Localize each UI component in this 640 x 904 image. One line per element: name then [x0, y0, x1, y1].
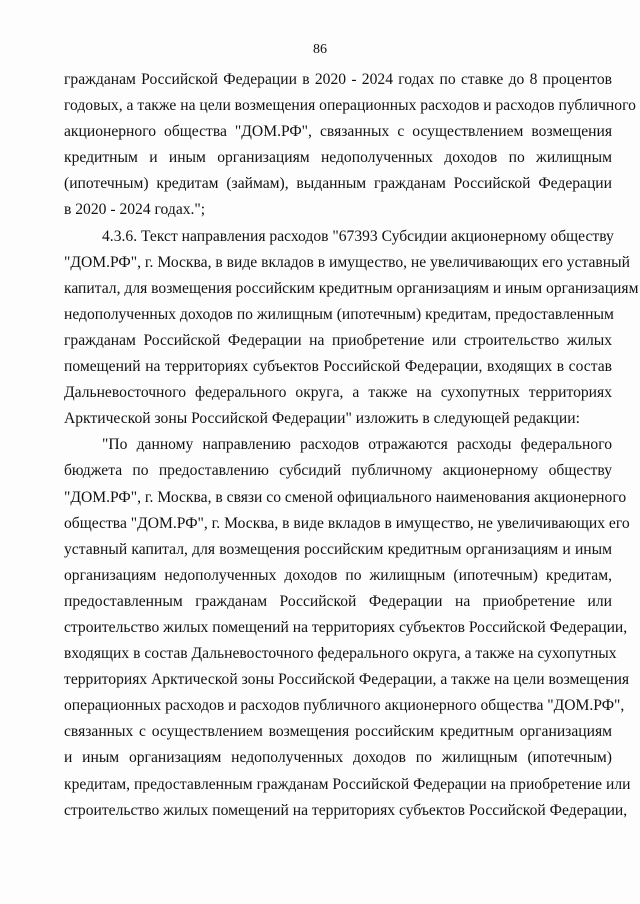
text-line: гражданам Российской Федерации в 2020 - 2024 годах по ставке до 8 процентов: [64, 71, 612, 88]
text-line: "ДОМ.РФ", г. Москва, в виде вкладов в имущество, не увеличивающих его уставный: [64, 253, 630, 271]
text-line: общества "ДОМ.РФ", г. Москва, в виде вкладов в имущество, не увеличивающих его: [64, 514, 630, 532]
text-line: капитал, для возмещения российским кредитным организациям и иным организациям: [64, 279, 639, 297]
text-line: строительство жилых помещений на территориях субъектов Российской Федерации,: [64, 801, 628, 819]
text-line: (ипотечным) кредитам (займам), выданным гражданам Российской Федерации: [64, 175, 612, 193]
text-line: уставный капитал, для возмещения российским кредитным организациям и иным: [64, 540, 612, 558]
text-line: кредитам, предоставленным гражданам Российской Федерации на приобретение или: [64, 775, 631, 793]
text-line: кредитным и иным организациям недополученных доходов по жилищным: [64, 149, 612, 167]
paragraph: [64, 67, 636, 224]
page-number: 86: [313, 42, 327, 57]
text-line: Арктической зоны Российской Федерации" изложить в следующей редакции:: [64, 410, 580, 428]
text-line: "ДОМ.РФ", г. Москва, в связи со сменой официального наименования акционерного: [64, 488, 627, 506]
text-line: и иным организациям недополученных доходов по жилищным (ипотечным): [64, 749, 612, 767]
text-line: "По данному направлению расходов отражаются расходы федерального: [102, 436, 612, 454]
text-line: в 2020 - 2024 годах.";: [64, 201, 206, 219]
text-line: годовых, а также на цели возмещения операционных расходов и расходов публичного: [64, 97, 636, 115]
text-line: строительство жилых помещений на территориях субъектов Российской Федерации,: [64, 618, 628, 636]
text-line: акционерного общества "ДОМ.РФ", связанных с осуществлением возмещения: [64, 123, 612, 141]
paragraph: [64, 432, 631, 823]
text-line: недополученных доходов по жилищным (ипотечным) кредитам, предоставленным: [64, 305, 614, 323]
text-line: Дальневосточного федерального округа, а также на сухопутных территориях: [64, 384, 612, 402]
paragraph: [64, 224, 639, 433]
text-line: бюджета по предоставлению субсидий публичному акционерному обществу: [64, 462, 612, 480]
text-line: 4.3.6. Текст направления расходов "67393 Субсидии акционерному обществу: [102, 227, 614, 245]
text-line: территориях Арктической зоны Российской Федерации, а также на цели возмещения: [64, 671, 630, 689]
document-body: [64, 67, 639, 824]
text-line: предоставленным гражданам Российской Федерации на приобретение или: [64, 592, 612, 610]
text-line: помещений на территориях субъектов Российской Федерации, входящих в состав: [64, 358, 612, 376]
text-line: связанных с осуществлением возмещения российским кредитным организациям: [64, 723, 612, 741]
text-line: операционных расходов и расходов публичного акционерного общества "ДОМ.РФ",: [64, 697, 625, 715]
text-line: гражданам Российской Федерации на приобретение или строительство жилых: [64, 331, 612, 349]
text-line: организациям недополученных доходов по жилищным (ипотечным) кредитам,: [64, 566, 612, 584]
text-line: входящих в состав Дальневосточного федерального округа, а также на сухопутных: [64, 645, 617, 663]
